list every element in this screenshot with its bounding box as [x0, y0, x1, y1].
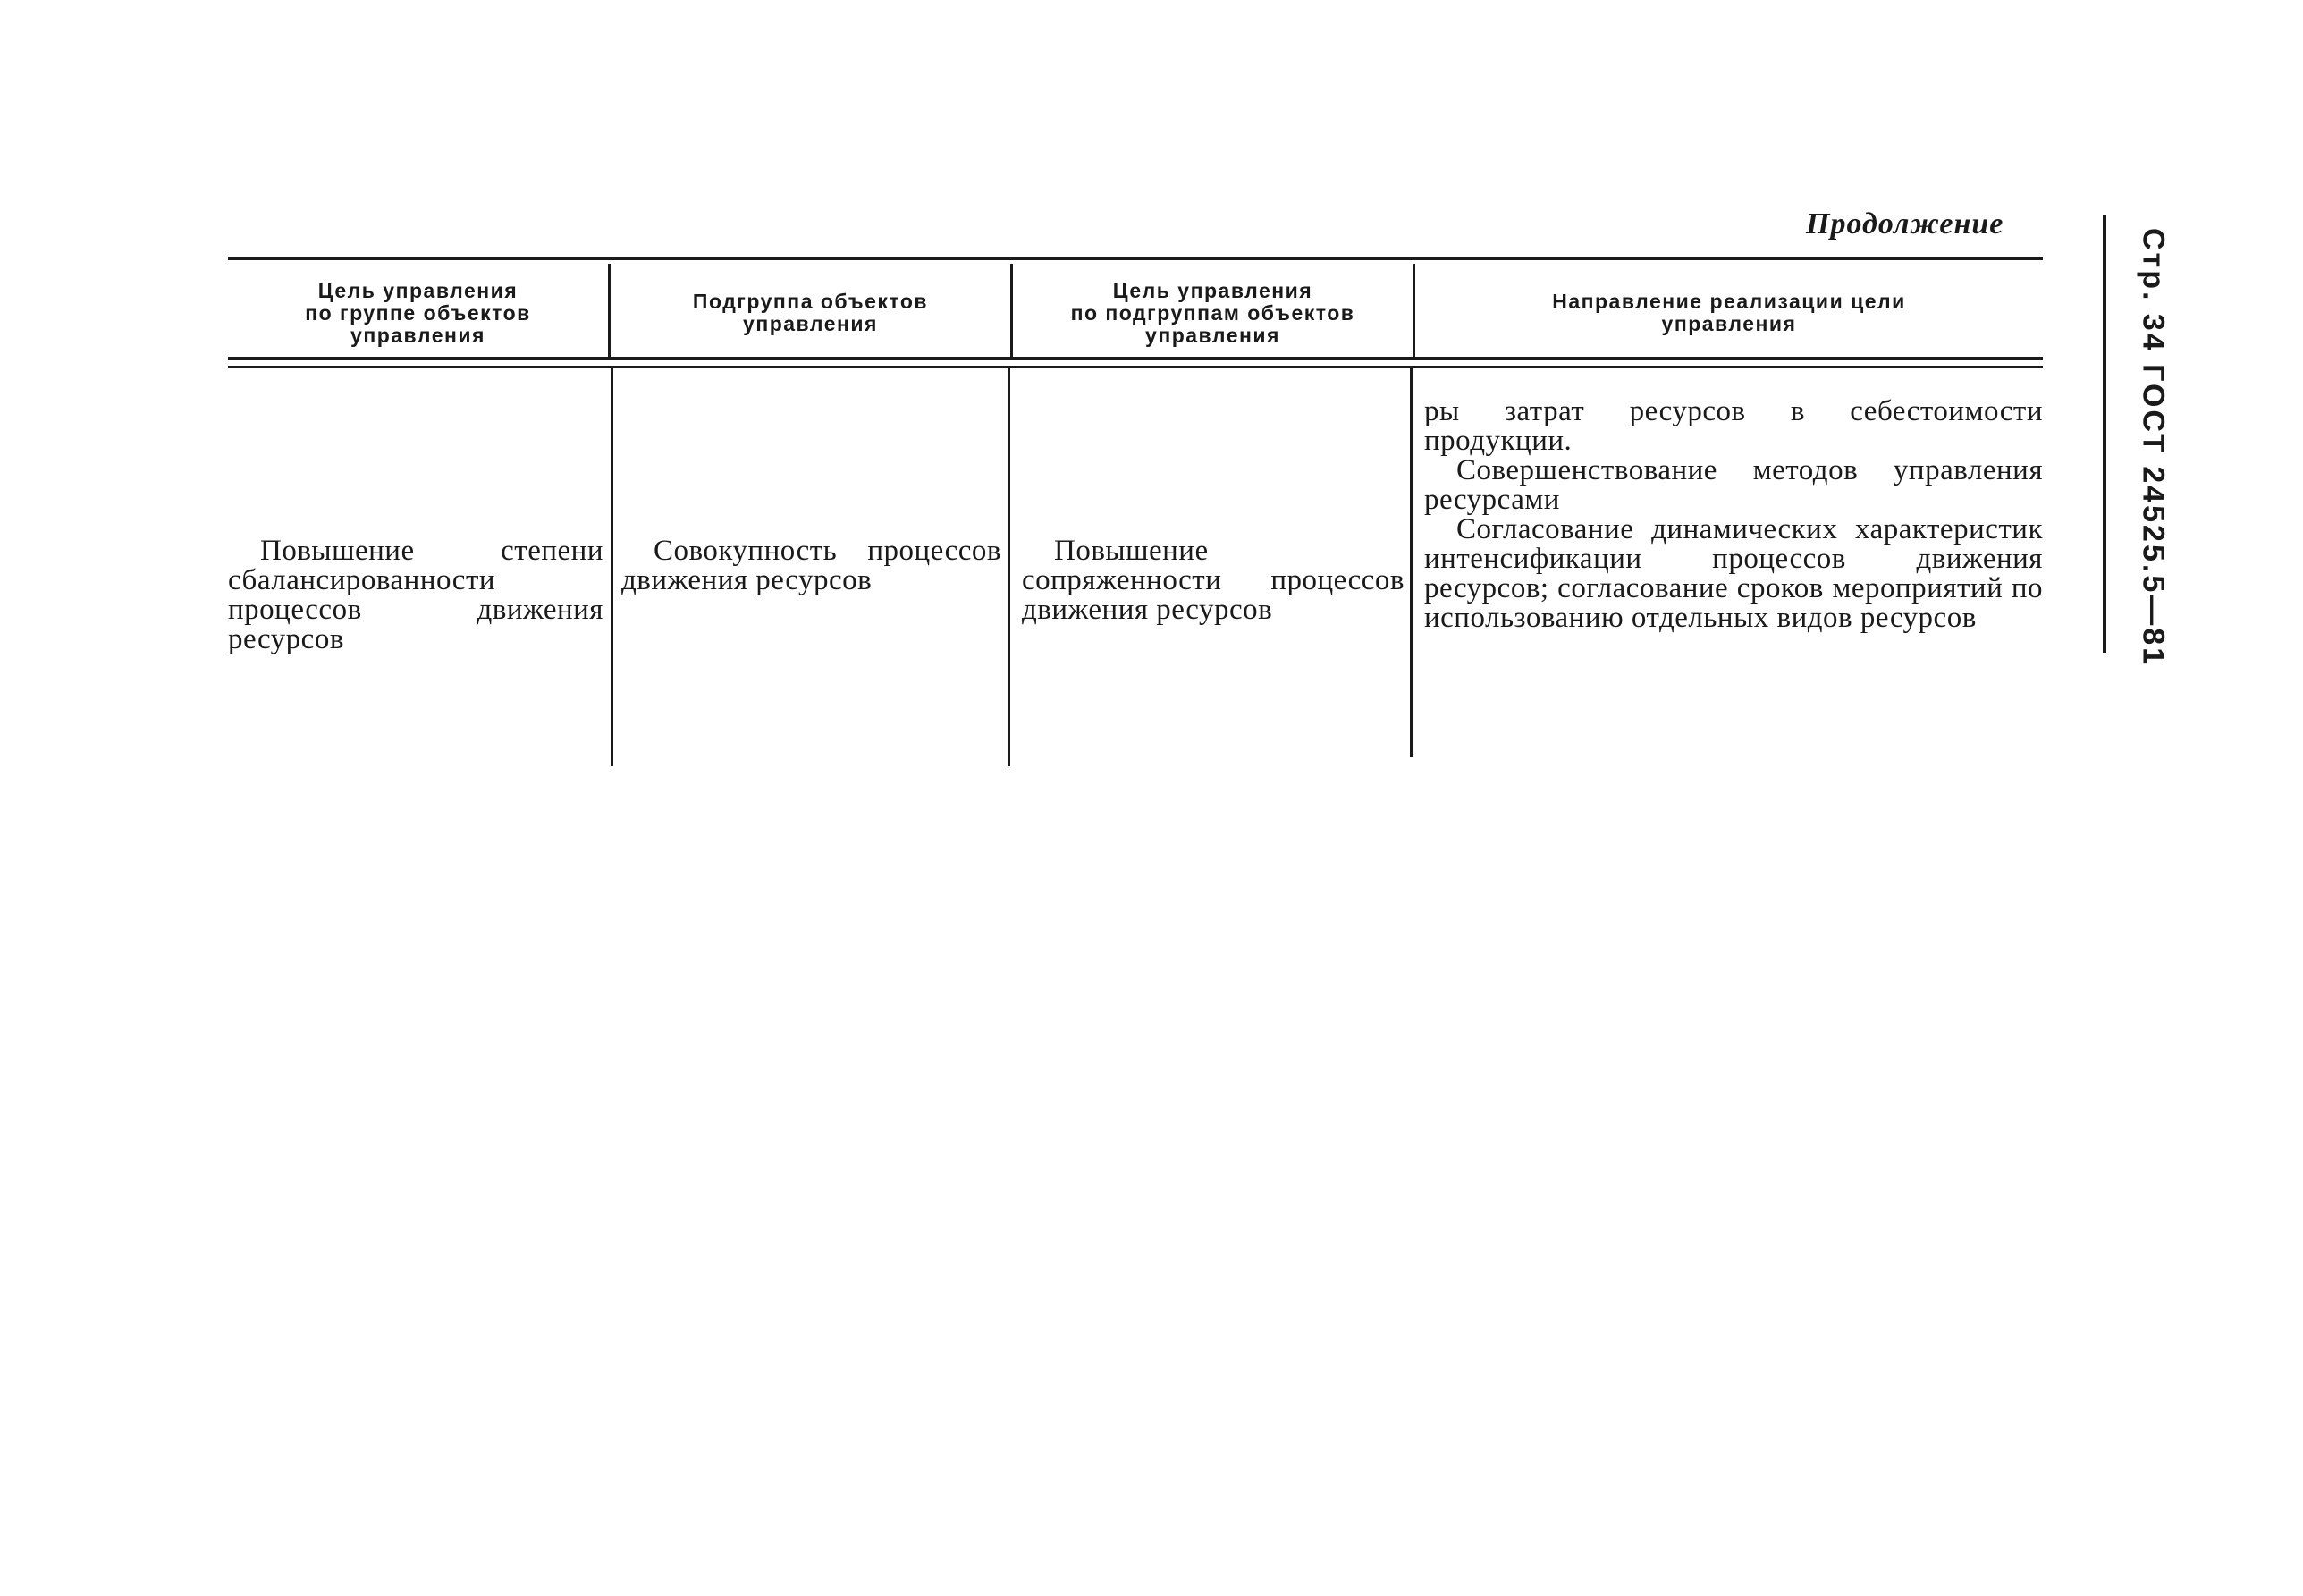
header-bottom-rule-second — [228, 366, 2043, 368]
side-margin-bar — [2103, 215, 2106, 653]
cell-subgroup-goal — [1022, 536, 1405, 625]
cell-direction-para-2: Совершенствование методов управления ресурсами — [1424, 454, 2043, 516]
cell-subgroup-text: Совокупность процессов движения ресурсов — [621, 535, 1001, 596]
cell-subgroup — [621, 536, 1001, 595]
table-top-rule — [228, 257, 2043, 260]
cell-direction-para-3: Согласование динамических характеристик интенсификации процессов движения ресурсов; согласование сроков мероприятий по использованию отдельных видов ресурсов — [1424, 513, 2043, 634]
cell-group-goal-text: Повышение степени сбалансированности процессов движения ресурсов — [228, 535, 603, 655]
cell-subgroup-goal-text: Повышение сопряженности процессов движения ресурсов — [1022, 535, 1405, 626]
header-cell-subgroup-goal: Цель управления по подгруппам объектов управления — [1070, 278, 1355, 347]
body-divider-3 — [1410, 368, 1413, 757]
body-divider-2 — [1008, 368, 1010, 766]
header-cell-direction: Направление реализации цели управления — [1552, 290, 1906, 335]
continuation-label: Продолжение — [1806, 207, 2004, 241]
header-cell-subgroup: Подгруппа объектов управления — [692, 290, 929, 335]
cell-direction — [1424, 397, 2043, 633]
side-page-label-text: Стр. 34 ГОСТ 24525.5—81 — [2136, 228, 2171, 668]
body-divider-1 — [611, 368, 613, 766]
cell-direction-para-1: ры затрат ресурсов в себестоимости продукции. — [1424, 395, 2043, 457]
goals-table — [228, 257, 2043, 766]
header-bottom-rule — [228, 357, 2043, 360]
cell-group-goal — [228, 536, 603, 654]
side-page-label — [2135, 228, 2171, 668]
header-cell-group-goal: Цель управления по группе объектов управления — [305, 278, 531, 347]
